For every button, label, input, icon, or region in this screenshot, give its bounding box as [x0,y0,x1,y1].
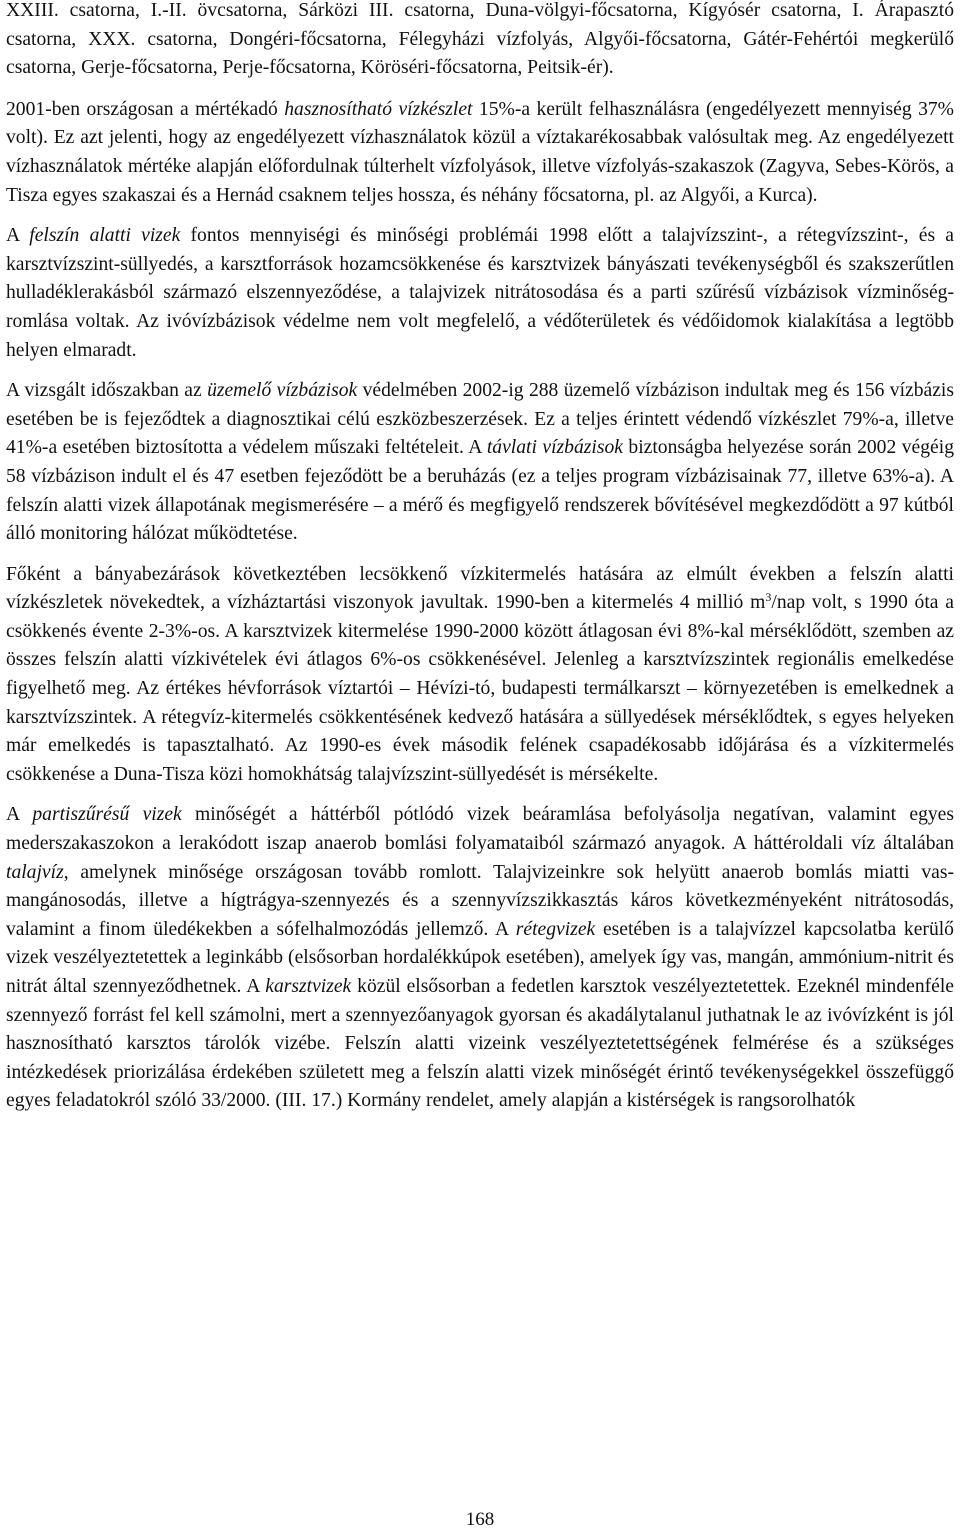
paragraph-text: Főként a bányabezárások következtében lecsökkenő vízkitermelés hatására az elmúlt években a felszín alatti vízkészletek növekedtek, a vízháztartási viszonyok javultak. 1990-ben a kitermelés 4 millió m [6,563,954,614]
paragraph-text: A [6,225,30,247]
paragraph-text: 15%-a került felhasználásra (engedélyezett mennyiség 37% volt). Ez azt jelenti, hogy az engedélyezett vízhasználatok közül a víztakarékosabbak valósultak meg. Az engedélyezett vízhasználatok mértéke alapján előfordulnak túlterhelt vízfolyások, illetve vízfolyás-szakaszok (Zagyva, Sebes-Körös, a Tisza egyes szakaszai és a Hernád csaknem teljes hossza, és néhány főcsatorna, pl. az Algyői, a Kurca). [6,98,954,206]
paragraph-text: közül elsősorban a fedetlen karsztok veszélyeztetettek. Ezeknél mindenféle szennyező forrást fel kell számolni, mert a szennyezőanyagok gyorsan és akadálytalanul juthatnak le az ivóvízként is jól hasznosítható karsztos tárolók vizébe. Felszín alatti vizeink veszélyeztetettségének felmérése és a szükséges intézkedések priorizálása érdekében született meg a felszín alatti vizek minőségét érintő tevékenységekkel összefüggő egyes feladatokról szóló 33/2000. (III. 17.) Kormány rendelet, amely alapján a kistérségek is rangsorolhatók [6,976,954,1112]
paragraph-text: A [6,804,33,826]
paragraph-water-base-protection [6,377,954,549]
italic-term: felszín alatti vizek [29,225,181,247]
italic-term: hasznosítható vízkészlet [284,98,473,120]
paragraph-text: minőségét a háttérből pótlódó vizek beáramlása befolyásolja negatívan, valamint egyes mederszakaszokon a lerakódott iszap anaerob bomlási folyamataiból származó anyagok. A háttéroldali víz általában [6,804,954,855]
italic-term: partiszűrésű vizek [32,804,182,826]
paragraph-extraction-decline [6,561,954,790]
paragraph-text: 2001-ben országosan a mértékadó [6,98,285,120]
italic-term: üzemelő vízbázisok [207,380,358,402]
paragraph-usable-water-resources [6,96,954,210]
paragraph-text: biztonságba helyezése során 2002 végéig 58 vízbázison indult el és 47 esetben fejeződött be a beruházás (ez a teljes program vízbázisainak 77, illetve 63%-a). A felszín alatti vizek állapotának megismerésére – a mérő és megfigyelő rendszerek bővítésével megkezdődött a 97 kútból álló monitoring hálózat működtetése. [6,437,954,545]
paragraph-canal-list [6,0,954,83]
paragraph-text: védelmében 2002-ig 288 üzemelő vízbázison indultak meg és 156 vízbázis esetében be is fejeződtek a diagnosztikai célú eszközbeszerzések. Ez a teljes érintett védendő vízkészlet 79%-a, illetve 41%-a esetében biztosította a védelem műszaki feltételeit. A [6,380,954,459]
italic-term: talajvíz [6,861,64,883]
paragraph-text: esetében is a talajvízzel kapcsolatba kerülő vizek veszélyeztetettek a leginkább (elsősorban hordalékkúpok esetében), amelyek így vas, mangán, ammónium-nitrit és nitrát által szennyeződhetnek. A [6,918,954,997]
paragraph-groundwater-problems [6,222,954,365]
italic-term: távlati vízbázisok [486,437,623,459]
italic-term: karsztvizek [265,976,352,997]
page-number: 168 [465,1509,495,1530]
italic-term: rétegvizek [515,918,596,940]
paragraph-text: /nap volt, s 1990 óta a csökkenés évente 2-3%-os. A karsztvizek kitermelése 1990-2000 között átlagosan évi 8%-kal mérséklődött, szemben az összes felszín alatti vízkivételek évi átlagos 6%-os csökkenésével. Jelenleg a karsztvízszintek regionális emelkedése figyelhető meg. Az értékes hévforrások víztartói – Hévízi-tó, budapesti termálkarszt – környezetében is emelkednek a karsztvízszintek. A rétegvíz-kitermelés csökkentésének kedvező hatására a süllyedések mérséklődtek, s egyes helyeken már emelkedés is tapasztalható. Az 1990-es évek második felének csapadékosabb időjárása és a vízkitermelés csökkenése a Duna-Tisza közi homokhátság talajvízszint-süllyedését is mérsékelte. [6,592,955,785]
paragraph-text: A vizsgált időszakban az [6,380,208,402]
superscript: 3 [765,590,772,605]
paragraph-bank-filtered-water [6,801,954,1116]
paragraph-text: fontos mennyiségi és minőségi problémái 1998 előtt a talajvízszint-, a rétegvízszint-, és a karsztvízszint-süllyedés, a karsztforrások hozamcsökkenése és karsztvizek bányászati tevékenységből és szakszerűtlen hulladéklerakásból származó elszennyeződése, a talajvizek nitrátosodása és a parti szűrésű vízbázisok vízminőség-romlása voltak. Az ivóvízbázisok védelme nem volt megfelelő, a védőterületek és védőidomok kialakítása a legtöbb helyen elmaradt. [6,225,955,361]
document-body [6,0,954,1116]
paragraph-text: , amelynek minősége országosan tovább romlott. Talajvizeinkre sok helyütt anaerob bomlás miatti vas-mangánosodás, illetve a hígtrágya-szennyezés és a szennyvízszikkasztás káros következményeként nitrátosodás, valamint a finom üledékekben a sófelhalmozódás jellemző. A [6,861,954,940]
paragraph-text: XXIII. csatorna, I.-II. övcsatorna, Sárközi III. csatorna, Duna-völgyi-főcsatorna, Kígyósér csatorna, I. Árapasztó csatorna, XXX. csatorna, Dongéri-főcsatorna, Félegyházi vízfolyás, Algyői-főcsatorna, Gátér-Fehértói megkerülő csatorna, Gerje-főcsatorna, Perje-főcsatorna, Köröséri-főcsatorna, Peitsik-ér). [6,0,954,79]
